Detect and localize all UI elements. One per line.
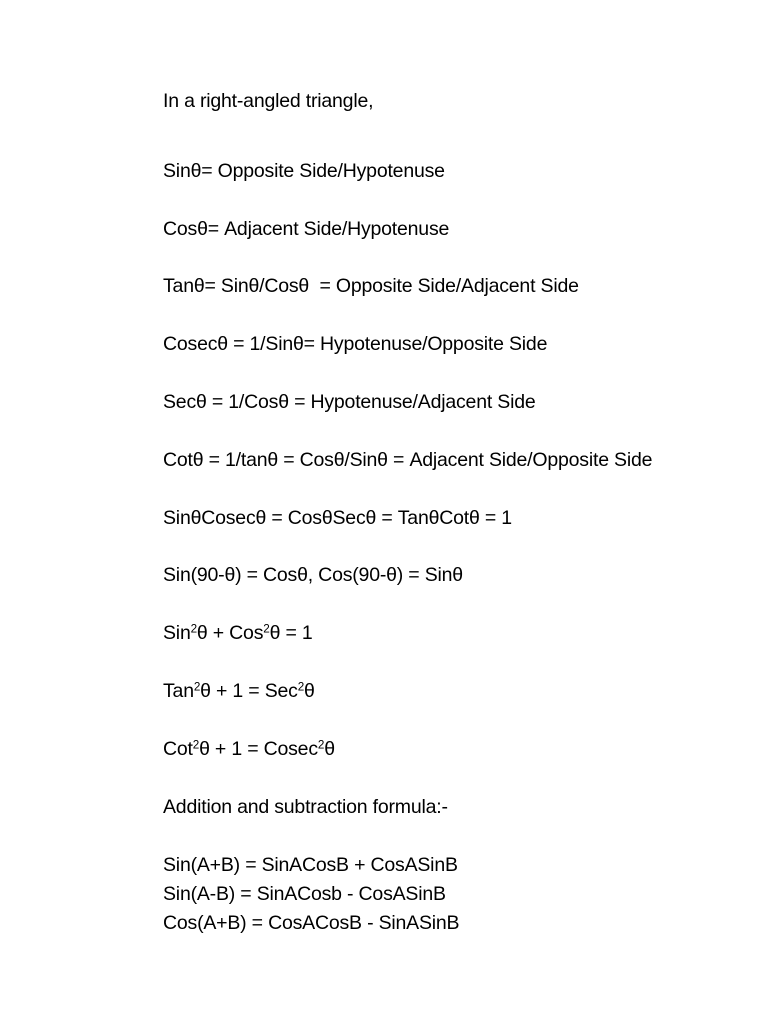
sin-addition-formula: Sin(A+B) = SinACosB + CosASinB [163, 854, 458, 876]
identity-2-part-2: θ + 1 = Sec [200, 680, 298, 702]
cos-addition-formula: Cos(A+B) = CosACosB - SinASinB [163, 912, 460, 934]
identity-3-part-3: θ [324, 738, 335, 760]
identity-3-exponent-1: 2 [192, 738, 200, 752]
reciprocal-products: SinθCosecθ = CosθSecθ = TanθCotθ = 1 [163, 507, 512, 529]
intro-text: In a right-angled triangle, [163, 90, 374, 112]
identity-1-exponent-2: 2 [263, 622, 270, 636]
cos-definition: Cosθ= Adjacent Side/Hypotenuse [163, 218, 450, 240]
sin-definition: Sinθ= Opposite Side/Hypotenuse [163, 160, 445, 182]
complementary-angles: Sin(90-θ) = Cosθ, Cos(90-θ) = Sinθ [163, 564, 463, 586]
cot-definition: Cotθ = 1/tanθ = Cosθ/Sinθ = Adjacent Side/Opposite Side [163, 449, 653, 471]
identity-3-exponent-2: 2 [317, 738, 325, 752]
pythagorean-identity-2 [163, 679, 315, 703]
identity-3-part-2: θ + 1 = Cosec [199, 738, 318, 760]
identity-2-part-3: θ [304, 680, 315, 702]
pythagorean-identity-3 [163, 737, 335, 761]
identity-1-part-1: Sin [163, 622, 191, 644]
identity-1-part-3: θ = 1 [269, 622, 313, 644]
identity-2-exponent-2: 2 [297, 680, 305, 694]
identity-1-exponent-1: 2 [190, 622, 197, 636]
addition-heading: Addition and subtraction formula:- [163, 796, 448, 818]
identity-2-part-1: Tan [163, 680, 194, 702]
identity-2-exponent-1: 2 [193, 680, 201, 694]
sec-definition: Secθ = 1/Cosθ = Hypotenuse/Adjacent Side [163, 391, 536, 413]
sin-subtraction-formula: Sin(A-B) = SinACosb - CosASinB [163, 883, 446, 905]
cosec-definition: Cosecθ = 1/Sinθ= Hypotenuse/Opposite Side [163, 333, 548, 355]
tan-definition: Tanθ= Sinθ/Cosθ = Opposite Side/Adjacent Side [163, 275, 579, 297]
identity-3-part-1: Cot [163, 738, 193, 760]
identity-1-part-2: θ + Cos [196, 622, 264, 644]
pythagorean-identity-1 [163, 621, 313, 645]
